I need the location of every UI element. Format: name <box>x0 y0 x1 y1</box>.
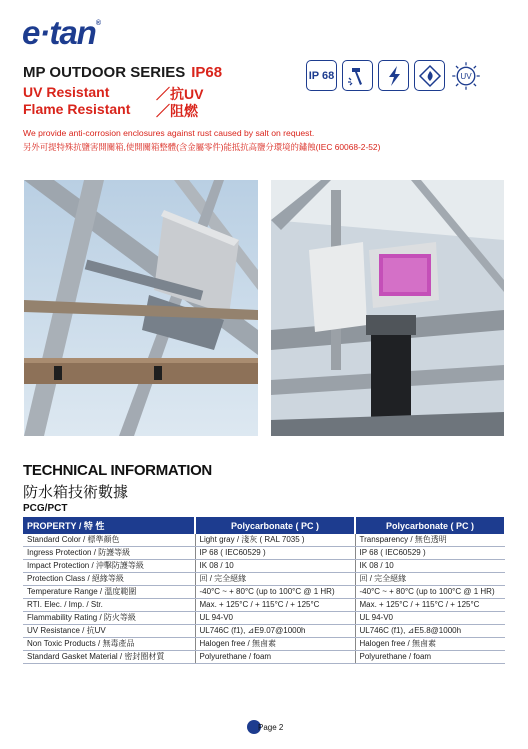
value-cell: IK 08 / 10 <box>355 560 505 573</box>
value-cell: -40°C ~ + 80°C (up to 100°C @ 1 HR) <box>355 586 505 599</box>
value-cell: 回 / 完全絕緣 <box>355 573 505 586</box>
svg-text:UV: UV <box>459 71 472 81</box>
spec-table <box>23 517 506 664</box>
column-header-pc-gray: Polycarbonate ( PC ) <box>195 517 355 534</box>
anti-corrosion-note-zh: 另外可提特殊抗鹽害開關箱,使開關箱整體(含金屬零件)能抵抗高鹽分環境的鏽蝕(IEC 60068-2-52) <box>23 142 381 152</box>
section-title-en: TECHNICAL INFORMATION <box>23 462 212 479</box>
flame-resistant-icon <box>414 60 445 91</box>
table-row <box>23 534 505 547</box>
property-cell: Standard Gasket Material / 密封圈材質 <box>23 651 195 664</box>
table-row <box>23 573 505 586</box>
anti-corrosion-note-en: We provide anti-corrosion enclosures against rust caused by salt on request. <box>23 128 315 138</box>
value-cell: UL 94-V0 <box>355 612 505 625</box>
series-name: MP OUTDOOR SERIES <box>23 64 186 81</box>
photo-gray-enclosure-on-tower <box>24 180 258 436</box>
hammer-impact-icon <box>342 60 373 91</box>
property-cell: Temperature Range / 溫度範圍 <box>23 586 195 599</box>
value-cell: Halogen free / 無鹵素 <box>355 638 505 651</box>
value-cell: Light gray / 淺灰 ( RAL 7035 ) <box>195 534 355 547</box>
value-cell: Max. + 125°C / + 115°C / + 125°C <box>355 599 505 612</box>
table-row <box>23 560 505 573</box>
section-subtitle: PCG/PCT <box>23 503 68 514</box>
spec-table-header <box>23 517 505 534</box>
lightning-bolt-icon <box>378 60 409 91</box>
uv-resistant-heading: UV Resistant ／抗UV <box>23 84 204 102</box>
value-cell: IK 08 / 10 <box>195 560 355 573</box>
value-cell: -40°C ~ + 80°C (up to 100°C @ 1 HR) <box>195 586 355 599</box>
series-title <box>23 64 222 81</box>
photo-enclosure-with-led-light <box>271 180 504 436</box>
table-row <box>23 547 505 560</box>
property-cell: UV Resistance / 抗UV <box>23 625 195 638</box>
brand-logo: e·tan® <box>22 14 101 51</box>
table-row <box>23 586 505 599</box>
table-row <box>23 625 505 638</box>
value-cell: Halogen free / 無鹵素 <box>195 638 355 651</box>
value-cell: UL746C (f1), ⊿E9.07@1000h <box>195 625 355 638</box>
column-header-pc-transparent: Polycarbonate ( PC ) <box>355 517 505 534</box>
feature-badges <box>306 60 481 91</box>
property-cell: Standard Color / 標準顏色 <box>23 534 195 547</box>
ip68-badge: IP 68 <box>306 60 337 91</box>
ip-rating: IP68 <box>191 64 223 81</box>
value-cell: Polyurethane / foam <box>355 651 505 664</box>
flame-resistant-heading: Flame Resistant ／阻燃 <box>23 101 198 119</box>
value-cell: Transparency / 無色透明 <box>355 534 505 547</box>
page-footer <box>247 720 283 734</box>
section-title-zh: 防水箱技術數據 <box>23 484 129 501</box>
column-header-property: PROPERTY / 特 性 <box>23 517 195 534</box>
value-cell: Max. + 125°C / + 115°C / + 125°C <box>195 599 355 612</box>
property-cell: Impact Protection / 沖擊防護等級 <box>23 560 195 573</box>
property-cell: Protection Class / 絕緣等級 <box>23 573 195 586</box>
value-cell: Polyurethane / foam <box>195 651 355 664</box>
value-cell: UL746C (f1), ⊿E5.8@1000h <box>355 625 505 638</box>
table-row <box>23 599 505 612</box>
value-cell: 回 / 完全絕緣 <box>195 573 355 586</box>
property-cell: RTI. Elec. / Imp. / Str. <box>23 599 195 612</box>
property-cell: Flammability Rating / 防火等級 <box>23 612 195 625</box>
value-cell: IP 68 ( IEC60529 ) <box>355 547 505 560</box>
table-row <box>23 651 505 664</box>
table-row <box>23 638 505 651</box>
value-cell: IP 68 ( IEC60529 ) <box>195 547 355 560</box>
property-cell: Ingress Protection / 防護等級 <box>23 547 195 560</box>
value-cell: UL 94-V0 <box>195 612 355 625</box>
table-row <box>23 612 505 625</box>
uv-sun-icon <box>450 60 481 91</box>
property-cell: Non Toxic Products / 無毒產品 <box>23 638 195 651</box>
page-number: Page 2 <box>258 722 284 732</box>
